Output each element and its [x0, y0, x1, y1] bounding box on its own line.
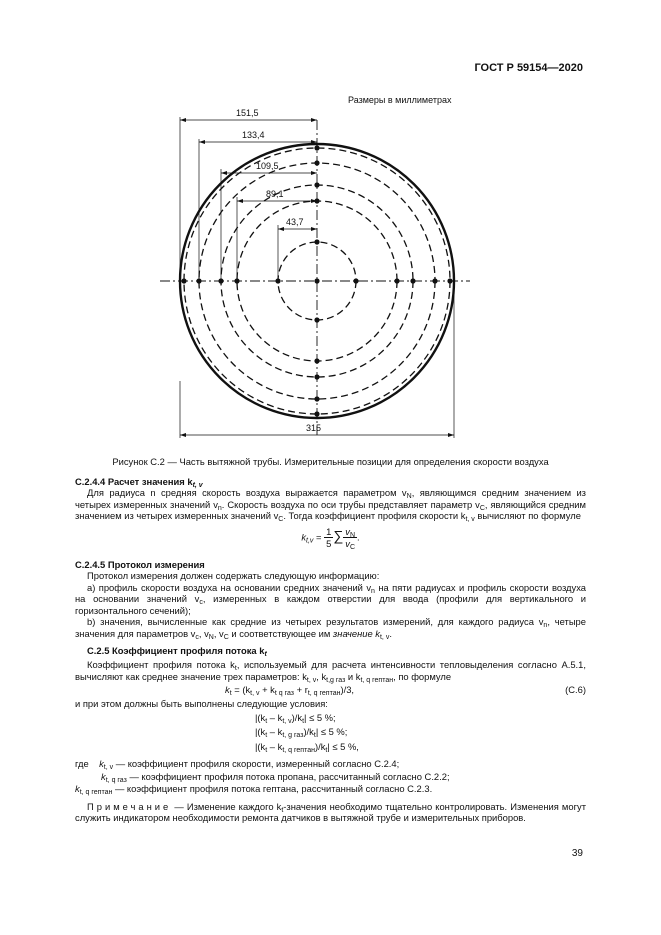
dim-label-89-1: 89,1	[266, 189, 284, 199]
formula-ktv: $k_{t,v}$ = $\frac{1}{5}$ ∑ $\frac{v_N}{v_C}$ .	[301, 525, 360, 552]
paragraph: и при этом должны быть выполнены следующие условия:	[75, 698, 328, 710]
dim-label-133-4: 133,4	[242, 130, 265, 140]
condition-2: $|(k_t - k_{t, g газ})/k_t| \le 5$ %;	[255, 726, 348, 740]
units-note: Размеры в миллиметрах	[348, 95, 452, 105]
page-number: 39	[571, 848, 583, 859]
standard-number: ГОСТ Р 59154—2020	[474, 62, 583, 74]
dim-label-151-5: 151,5	[236, 108, 259, 118]
condition-3: $|(k_t - k_{t, q гептан})/k_t| \le 5$ %,	[255, 740, 359, 754]
figure-caption: Рисунок С.2 — Часть вытяжной трубы. Измерительные позиции для определения скорости воздуха	[112, 456, 549, 467]
definitions-list	[75, 758, 586, 797]
paragraph: Коэффициент профиля потока $k_t$, используемый для расчета интенсивности тепловыделения согласно А.5.1, вычисляют как среднее значение трех параметров: $k_{t, v}$, $k_{t,g газ}$ и $k_{t, q гептан}$, по формуле	[75, 659, 586, 684]
equation-number: (C.6)	[565, 684, 586, 696]
list-item-b: b) значения, вычисленные как средние из четырех результатов измерений, для каждого радиуса $v_n$, четыре значения для параметров $v_c$, $v_N$, $v_C$ и соответствующее им значение $k_{t, v}$.	[75, 616, 586, 641]
list-item-a: a) профиль скорости воздуха на основании средних значений $v_n$ на пяти радиусах и профиль скорости воздуха на основании значений $v_c$, измеренных в каждом отверстии для ввода (профили для вертикального и горизонтального сечений);	[75, 581, 587, 616]
formula-c6: $k_t = (k_{t, v} + k_{t q газ} + r_{t, q гептан})/3$, (C.6)	[225, 684, 586, 698]
definition-item: где $k_{t, v}$ — коэффициент профиля скорости, измеренный согласно С.2.4;	[75, 758, 400, 772]
section-c244	[75, 476, 586, 550]
dim-label-315: 315	[306, 423, 322, 433]
dim-label-109-5: 109,5	[256, 161, 279, 171]
section-c25	[75, 645, 586, 824]
section-title: C.2.5 Коэффициент профиля потока $k_t$	[87, 645, 267, 658]
definition-item: $k_{t, q гептан}$ — коэффициент профиля потока гептана, рассчитанный согласно С.2.3.	[75, 783, 433, 797]
note: Примечание — Изменение каждого $k_t$-значения необходимо тщательно контролировать. Изменения могут служить индикатором необходимости ремонта датчиков в вытяжной трубе и измерительных приборов.	[75, 800, 586, 824]
section-title: C.2.4.4 Расчет значения $k_{t, v}$	[75, 476, 203, 489]
dim-label-43-7: 43,7	[286, 217, 304, 227]
conditions-list	[255, 712, 586, 752]
measuring-points	[181, 145, 452, 416]
condition-1: $|(k_t - k_{t, v})/k_t| \le 5$ %;	[255, 711, 336, 725]
exhaust-pipe-diagram	[140, 105, 470, 445]
section-c245	[75, 559, 586, 639]
paragraph: Для радиуса n средняя скорость воздуха выражается параметром $v_N$, являющимся средним значением из четырех измеренных значений $v_n$. Скорость воздуха по оси трубы представляет параметр $v_C$, являющийся средним значением из четырех измеренных значений $v_C$. Тогда коэффициент профиля скорости $k_{t, v}$ вычисляют по формуле	[75, 487, 586, 524]
section-title: C.2.4.5 Протокол измерения	[75, 559, 205, 570]
definition-item: $k_{t, q газ}$ — коэффициент профиля потока пропана, рассчитанный согласно С.2.2;	[101, 770, 450, 784]
paragraph: Протокол измерения должен содержать следующую информацию:	[87, 570, 380, 582]
